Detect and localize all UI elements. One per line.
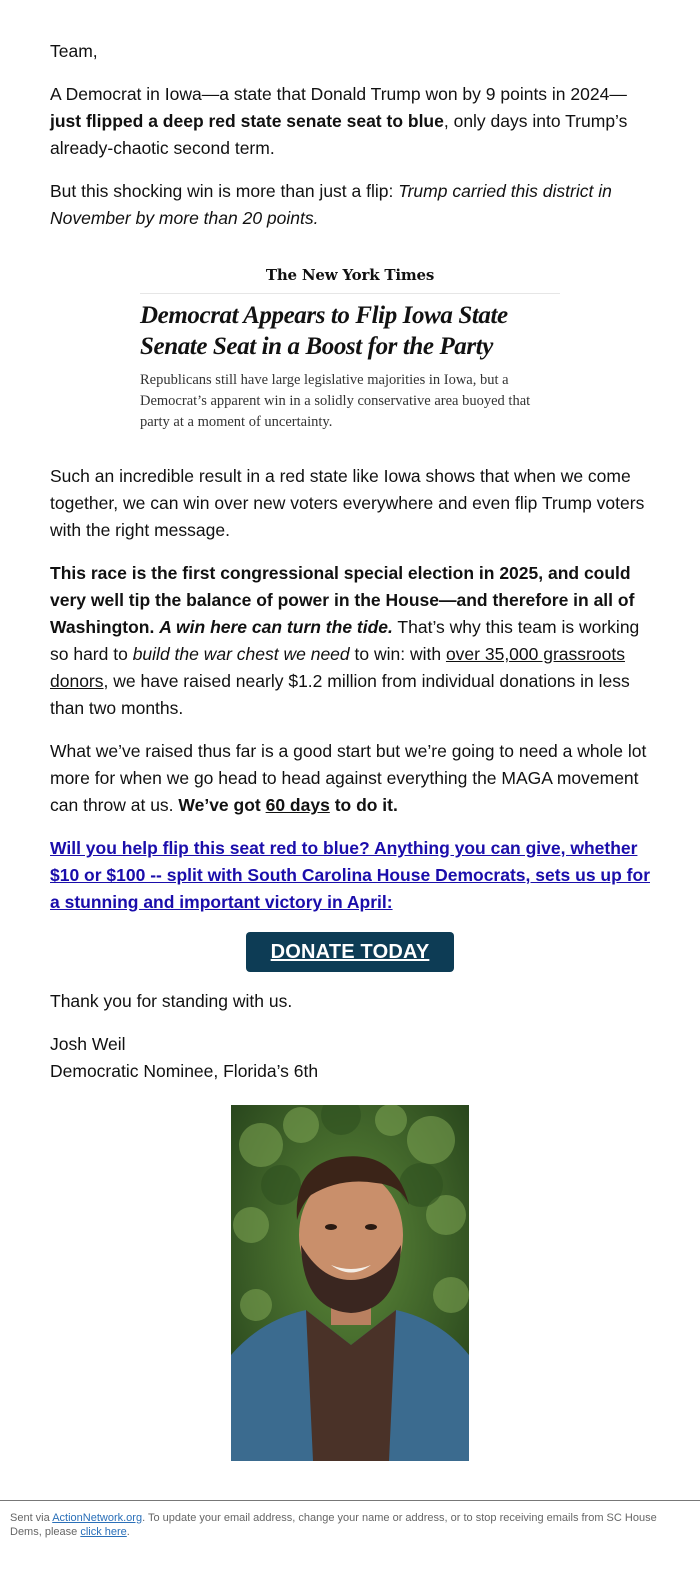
actionnetwork-link[interactable]: ActionNetwork.org — [52, 1512, 143, 1524]
unsubscribe-link[interactable]: click here — [80, 1526, 127, 1538]
nyt-article-image — [140, 262, 560, 433]
p1-text-a: A Democrat in Iowa—a state that Donald Trump won by 9 points in 2024— — [50, 84, 627, 104]
p5-bold-a: We’ve got — [178, 795, 266, 815]
nyt-summary: Republicans still have large legislative majorities in Iowa, but a Democrat’s apparent win in a solidly conservative area buoyed that party at a moment of uncertainty. — [140, 372, 531, 430]
paragraph-60-days — [50, 738, 650, 819]
p4-text-c: , we have raised nearly $1.2 million from individual donations in less than two months. — [50, 671, 630, 718]
footer-text-a: Sent via — [10, 1512, 53, 1524]
donate-button-wrap — [50, 932, 650, 972]
p4-text-a: That’s why this team is working so hard to — [50, 617, 640, 664]
paragraph-shocking-win — [50, 178, 650, 232]
footer-text-b: . To update your email address, change your name or address, or to stop receiving emails from SC House Dems, please — [10, 1512, 657, 1538]
p1-bold: just flipped a deep red state senate seat to blue — [50, 111, 444, 131]
p1-text-b: , only days into Trump’s already-chaotic second term. — [50, 111, 628, 158]
donate-cta-link[interactable]: Will you help flip this seat red to blue? Anything you can give, whether $10 or $100 -- split with South Carolina House Democrats, sets us up for a stunning and important victory in April: — [50, 838, 650, 912]
p4-underline: over 35,000 grassroots donors — [50, 644, 625, 691]
p4-text-b: to win: with — [349, 644, 446, 664]
signature-name: Josh Weil — [50, 1034, 126, 1054]
donate-button[interactable]: DONATE TODAY — [246, 932, 454, 972]
greeting: Team, — [50, 41, 98, 61]
thanks-line: Thank you for standing with us. — [50, 991, 293, 1011]
p4-bold-italic: A win here can turn the tide. — [159, 617, 393, 637]
paragraph-iowa-flip — [50, 81, 650, 162]
paragraph-red-state: Such an incredible result in a red state like Iowa shows that when we come together, we can win over new voters everywhere and even flip Trump voters with the right message. — [50, 466, 645, 540]
p2-italic: Trump carried this district in November by more than 20 points. — [50, 181, 612, 228]
p2-text: But this shocking win is more than just a flip: — [50, 181, 399, 201]
p5-bold-b: to do it. — [329, 795, 398, 815]
p4-italic: build the war chest we need — [132, 644, 350, 664]
nyt-headline: Democrat Appears to Flip Iowa State Senate Seat in a Boost for the Party — [140, 302, 508, 360]
email-footer — [0, 1500, 700, 1549]
p5-bold-underline: 60 days — [265, 795, 330, 815]
candidate-photo — [231, 1105, 469, 1461]
nyt-logo: The New York Times — [140, 262, 560, 294]
p4-bold: This race is the first congressional special election in 2025, and could very well tip the balance of power in the House—and therefore in all of Washington. — [50, 563, 635, 637]
candidate-photo-wrap — [50, 1105, 650, 1469]
footer-text-c: . — [126, 1526, 130, 1538]
email-body — [50, 38, 650, 1469]
p5-text: What we’ve raised thus far is a good start but we’re going to need a whole lot more for when we go head to head against everything the MAGA movement can throw at us. — [50, 741, 647, 815]
signature — [50, 1031, 650, 1085]
signature-title: Democratic Nominee, Florida’s 6th — [50, 1061, 319, 1081]
paragraph-special-election — [50, 560, 650, 722]
